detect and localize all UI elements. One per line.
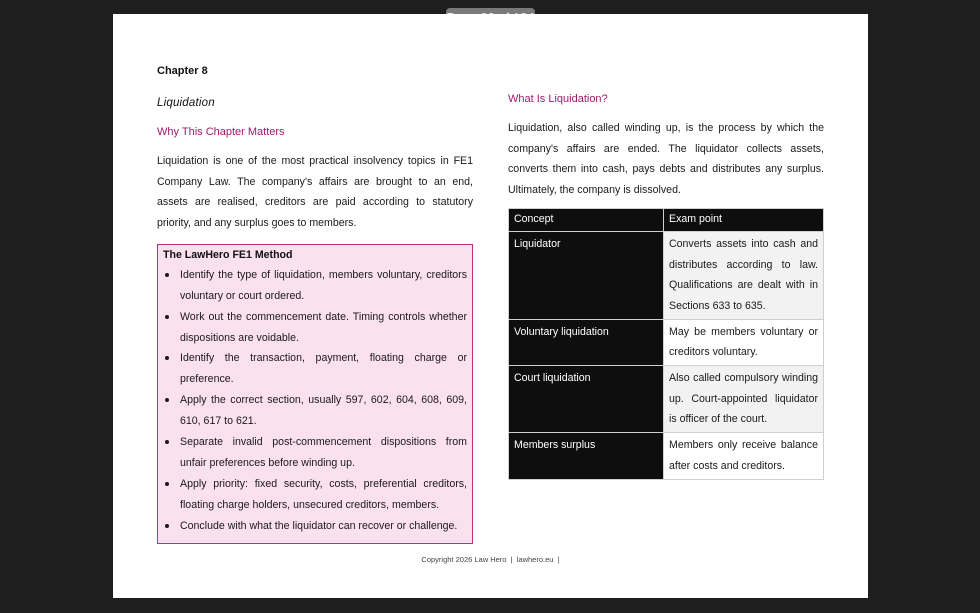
section-heading-why: Why This Chapter Matters	[157, 126, 285, 138]
concept-cell: Voluntary liquidation	[509, 319, 664, 365]
chapter-label: Chapter 8	[157, 65, 208, 77]
method-list-item: Separate invalid post-commencement dispositions from unfair preferences before winding up.	[163, 432, 467, 474]
table-row	[509, 231, 824, 319]
definition-paragraph: Liquidation, also called winding up, is the process by which the company's affairs are ended. The liquidator collects assets, converts them into cash, pays debts and distributes any surplus. Ultimately, the company is dissolved.	[508, 122, 824, 197]
exam-point-cell: May be members voluntary or creditors voluntary.	[664, 319, 824, 365]
concept-cell: Liquidator	[509, 231, 664, 319]
table-header-exam-point: Exam point	[664, 208, 824, 231]
concept-cell: Members surplus	[509, 433, 664, 479]
method-list-item: Identify the type of liquidation, members voluntary, creditors voluntary or court ordered.	[163, 265, 467, 307]
page-footer: Copyright 2026 Law Hero | lawhero.eu |	[421, 555, 560, 564]
method-box-title: The LawHero FE1 Method	[163, 248, 293, 261]
exam-point-cell: Members only receive balance after costs and creditors.	[664, 433, 824, 479]
table-row	[509, 433, 824, 479]
exam-point-cell: Converts assets into cash and distributes according to law. Qualifications are dealt with in Sections 633 to 635.	[664, 231, 824, 319]
method-list-item: Apply priority: fixed security, costs, preferential creditors, floating charge holders, unsecured creditors, members.	[163, 474, 467, 516]
document-page	[113, 14, 868, 598]
exam-point-cell: Also called compulsory winding up. Court-appointed liquidator is officer of the court.	[664, 366, 824, 433]
method-list-item: Identify the transaction, payment, floating charge or preference.	[163, 348, 467, 390]
chapter-title: Liquidation	[157, 97, 215, 109]
left-column	[157, 64, 473, 544]
concept-table	[508, 208, 824, 480]
right-column	[508, 92, 824, 480]
table-row	[509, 319, 824, 365]
method-list-item: Work out the commencement date. Timing controls whether dispositions are voidable.	[163, 307, 467, 349]
table-header-row	[509, 208, 824, 231]
intro-paragraph: Liquidation is one of the most practical insolvency topics in FE1 Company Law. The company's affairs are brought to an end, assets are realised, creditors are paid according to statutory priority, and any surplus goes to members.	[157, 155, 473, 230]
table-header-concept: Concept	[509, 208, 664, 231]
method-list	[163, 265, 467, 537]
table-row	[509, 366, 824, 433]
section-heading-what: What Is Liquidation?	[508, 93, 608, 105]
method-box	[157, 244, 473, 544]
concept-cell: Court liquidation	[509, 366, 664, 433]
method-list-item: Apply the correct section, usually 597, 602, 604, 608, 609, 610, 617 to 621.	[163, 390, 467, 432]
method-list-item: Conclude with what the liquidator can recover or challenge.	[163, 516, 467, 537]
